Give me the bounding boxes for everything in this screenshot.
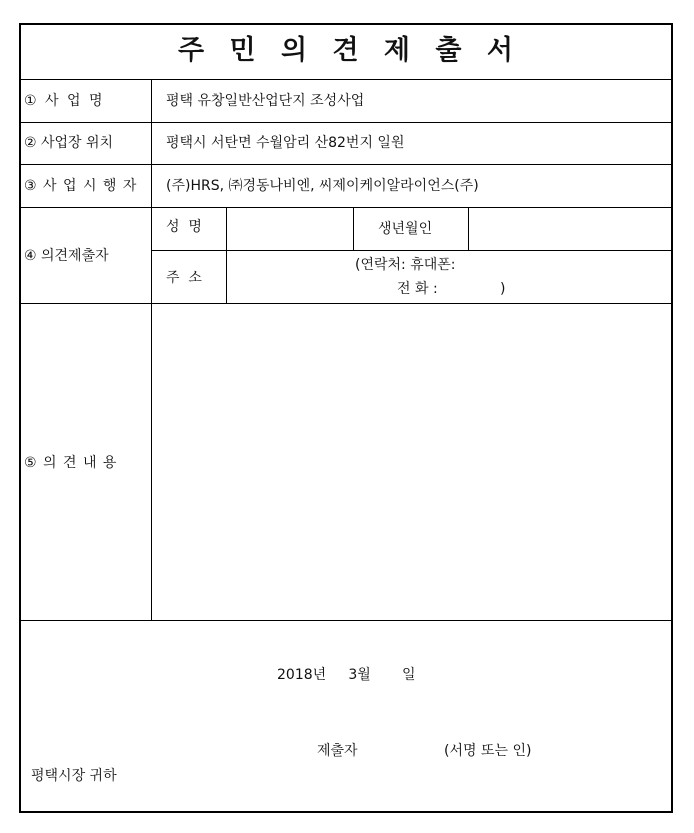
operator-value: (주)HRS, ㈜경동나비엔, 씨제이케이알라이언스(주)	[166, 178, 479, 194]
divider	[226, 207, 227, 303]
opinion-label: ⑤ 의 견 내 용	[24, 455, 118, 471]
submitter-sign-label: 제출자	[317, 743, 358, 759]
sign-note: (서명 또는 인)	[444, 743, 532, 759]
form-title: 주 민 의 견 제 출 서	[178, 35, 514, 66]
divider	[21, 207, 671, 208]
birth-field[interactable]	[470, 209, 670, 249]
name-field[interactable]	[228, 209, 352, 249]
opinion-content-field[interactable]	[154, 306, 669, 618]
divider	[21, 79, 671, 80]
divider	[353, 207, 354, 250]
divider	[21, 122, 671, 123]
business-name-label: ① 사 업 명	[24, 93, 105, 109]
divider	[21, 303, 671, 304]
divider	[151, 79, 152, 620]
business-name-value: 평택 유창일반산업단지 조성사업	[166, 93, 365, 109]
operator-label: ③ 사 업 시 행 자	[24, 178, 138, 194]
divider	[468, 207, 469, 250]
opinion-submission-form	[19, 23, 673, 813]
divider	[152, 250, 671, 251]
contact-line: (연락처: 휴대폰:	[355, 257, 456, 273]
recipient: 평택시장 귀하	[31, 768, 117, 784]
divider	[21, 620, 671, 621]
birth-label: 생년월인	[378, 221, 433, 237]
phone-line: 전 화 : )	[397, 281, 506, 297]
address-label: 주 소	[166, 270, 202, 286]
submitter-label: ④ 의견제출자	[24, 248, 109, 264]
business-location-label: ② 사업장 위치	[24, 135, 114, 151]
name-label: 성 명	[166, 219, 202, 235]
business-location-value: 평택시 서탄면 수월암리 산82번지 일원	[166, 135, 405, 151]
submission-date: 2018년 3월 일	[277, 667, 416, 683]
divider	[21, 164, 671, 165]
